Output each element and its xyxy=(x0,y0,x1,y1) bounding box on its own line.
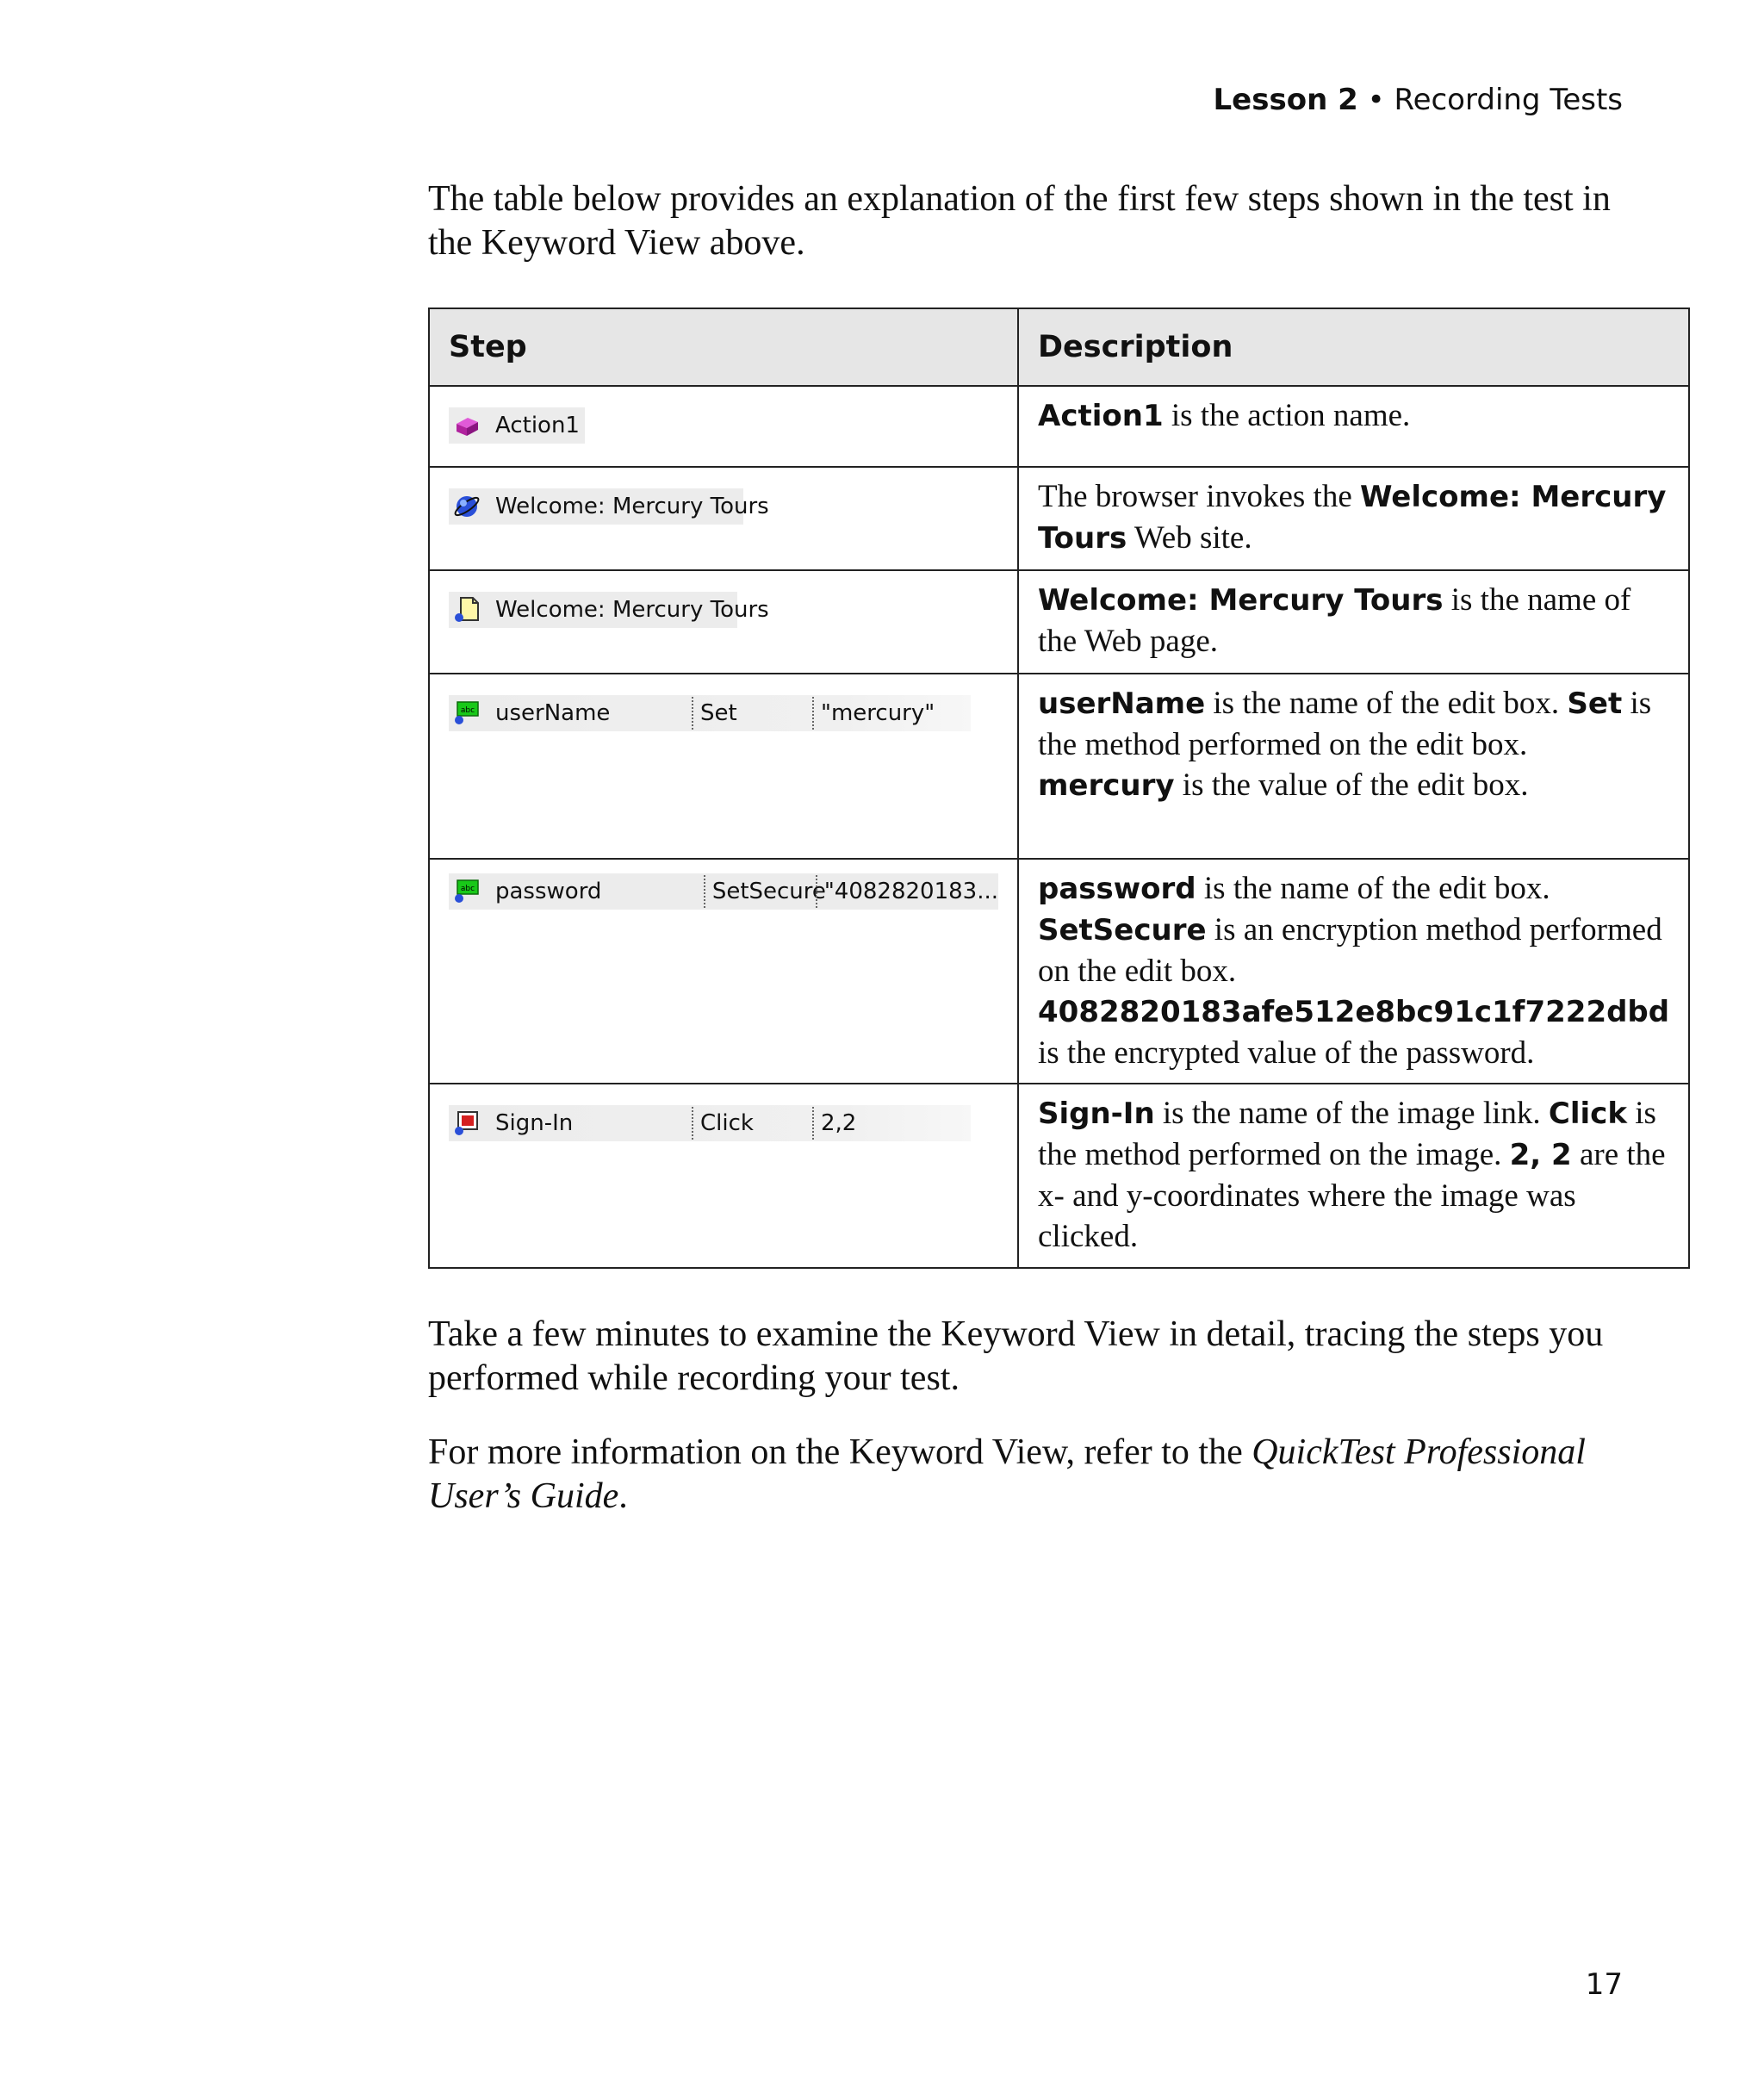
description-cell xyxy=(1018,467,1689,570)
description-text: is the name of the image link. xyxy=(1154,1096,1549,1131)
description-keyword: Welcome: Mercury Tours xyxy=(1038,480,1667,556)
header-description: Description xyxy=(1018,308,1689,386)
header-bullet: • xyxy=(1367,83,1385,117)
page-icon xyxy=(452,595,481,624)
description-keyword: SetSecure xyxy=(1038,913,1207,947)
svg-text:abc: abc xyxy=(460,706,475,715)
description-text: is the name of the Web page. xyxy=(1038,582,1631,659)
table-row xyxy=(429,570,1689,674)
table-row xyxy=(429,467,1689,570)
description-keyword: Welcome: Mercury Tours xyxy=(1038,583,1444,618)
step-value: 2,2 xyxy=(821,1110,857,1136)
edit-box-icon xyxy=(452,699,481,728)
browser-icon xyxy=(452,492,481,521)
keyword-row-sign-in xyxy=(449,1105,971,1141)
description-keyword: password xyxy=(1038,872,1196,906)
header-lesson: Lesson 2 xyxy=(1213,83,1358,117)
step-name: Sign-In xyxy=(495,1110,574,1136)
examine-paragraph: Take a few minutes to examine the Keyword View in detail, tracing the steps you performed while recording your test. xyxy=(428,1314,1604,1398)
description-keyword: userName xyxy=(1038,687,1206,721)
table-row xyxy=(429,1084,1689,1268)
step-name: Welcome: Mercury Tours xyxy=(495,494,769,519)
description-keyword: Set xyxy=(1567,687,1623,721)
description-cell xyxy=(1018,1084,1689,1268)
step-method: Click xyxy=(700,1110,754,1136)
description-keyword: 2, 2 xyxy=(1509,1138,1572,1172)
steps-table xyxy=(428,308,1690,1269)
description-text: Web site. xyxy=(1127,520,1252,556)
edit-box-icon xyxy=(452,877,481,906)
more-info-text: For more information on the Keyword View, refer to the xyxy=(428,1432,1252,1472)
description-cell xyxy=(1018,859,1689,1084)
description-keyword: mercury xyxy=(1038,768,1175,803)
step-name: password xyxy=(495,879,602,904)
image-link-icon xyxy=(452,1109,481,1138)
svg-text:abc: abc xyxy=(460,885,475,893)
step-cell xyxy=(429,859,1018,1084)
keyword-row-action xyxy=(449,407,585,444)
keyword-row-browser xyxy=(449,488,769,525)
description-cell xyxy=(1018,674,1689,859)
table-header-row xyxy=(429,308,1689,386)
intro-paragraph: The table below provides an explanation of the first few steps shown in the test in the Keyword View above. xyxy=(428,179,1611,263)
header-section: Recording Tests xyxy=(1394,83,1623,117)
description-keyword: 4082820183afe512e8bc91c1f7222dbd xyxy=(1038,995,1670,1029)
step-name: userName xyxy=(495,700,611,726)
more-info-paragraph xyxy=(428,1431,1630,1519)
description-keyword: Click xyxy=(1548,1097,1627,1131)
description-text: are the x- and y-coordinates where the image was clicked. xyxy=(1038,1137,1666,1254)
description-text: is the name of the edit box. xyxy=(1205,686,1568,721)
description-keyword: Sign-In xyxy=(1038,1097,1155,1131)
action-icon xyxy=(452,411,481,440)
guide-title: QuickTest Professional User’s Guide xyxy=(428,1432,1586,1516)
keyword-row-password xyxy=(449,873,998,910)
step-name: Action1 xyxy=(495,413,580,438)
description-text: is the encrypted value of the password. xyxy=(1038,1035,1535,1071)
step-name: Welcome: Mercury Tours xyxy=(495,597,769,623)
description-text: is the method performed on the image. xyxy=(1038,1096,1656,1172)
step-method: Set xyxy=(700,700,737,726)
description-text: The browser invokes the xyxy=(1038,479,1361,514)
description-text: is the name of the edit box. xyxy=(1196,871,1550,906)
description-cell xyxy=(1018,386,1689,467)
page-number: 17 xyxy=(1585,1967,1623,2002)
step-cell xyxy=(429,386,1018,467)
step-cell xyxy=(429,467,1018,570)
description-cell xyxy=(1018,570,1689,674)
description-text: is an encryption method performed on the edit box. xyxy=(1038,912,1662,989)
keyword-row-username xyxy=(449,695,971,731)
description-keyword: Action1 xyxy=(1038,399,1164,433)
more-info-end: . xyxy=(618,1476,628,1516)
running-header xyxy=(1214,83,1623,117)
table-row xyxy=(429,386,1689,467)
keyword-row-page xyxy=(449,592,769,628)
description-text: is the action name. xyxy=(1163,398,1411,433)
step-cell xyxy=(429,570,1018,674)
step-value: "4082820183... xyxy=(823,879,998,904)
description-text: is the method performed on the edit box. xyxy=(1038,686,1652,762)
step-cell xyxy=(429,1084,1018,1268)
step-method: SetSecure xyxy=(711,879,826,904)
step-value: "mercury" xyxy=(821,700,935,726)
description-text: is the value of the edit box. xyxy=(1174,767,1529,803)
table-row xyxy=(429,859,1689,1084)
header-step: Step xyxy=(429,308,1018,386)
table-row xyxy=(429,674,1689,859)
step-cell xyxy=(429,674,1018,859)
